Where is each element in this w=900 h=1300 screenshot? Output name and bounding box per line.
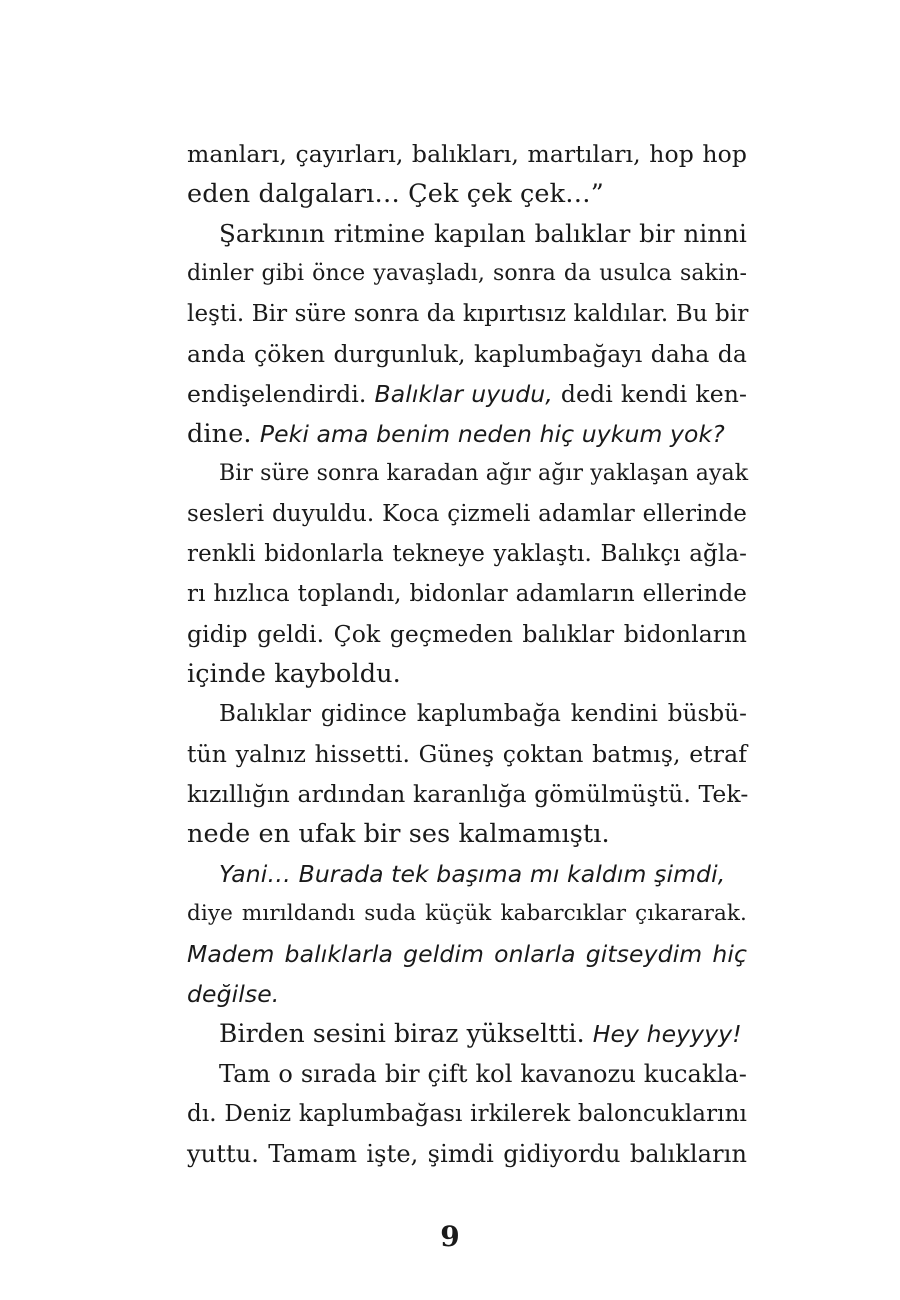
text-line [187, 374, 747, 414]
body-text: gidip geldi. Çok geçmeden balıklar bidonların [187, 620, 747, 648]
text-line [187, 774, 747, 814]
body-text: renkli bidonlarla tekneye yaklaştı. Balıkçı ağla- [187, 541, 747, 567]
paragraph [187, 134, 747, 214]
paragraph [187, 854, 747, 1014]
text-line [187, 214, 747, 254]
italic-text: Hey heyyyy! [592, 1020, 742, 1048]
body-text: Balıklar gidince kaplumbağa kendini büsbü- [219, 701, 747, 727]
body-text: leşti. Bir süre sonra da kıpırtısız kaldılar. Bu bir [187, 301, 749, 327]
text-line [187, 1094, 747, 1134]
paragraph [187, 1014, 747, 1054]
text-line [187, 574, 747, 614]
body-text: endişelendirdi. [187, 380, 375, 408]
body-text: Şarkının ritmine kapılan balıklar bir ninni [219, 219, 747, 248]
body-text: rı hızlıca toplandı, bidonlar adamların ellerinde [187, 581, 747, 607]
text-line [187, 454, 747, 494]
body-text: Bir süre sonra karadan ağır ağır yaklaşan ayak [219, 461, 749, 486]
paragraph [187, 454, 747, 694]
paragraph [187, 1054, 747, 1174]
page-number: 9 [440, 1220, 460, 1253]
body-text: dedi kendi ken- [552, 380, 747, 408]
text-line [187, 854, 747, 894]
text-line [187, 1134, 747, 1174]
text-line [187, 174, 747, 214]
italic-text: değilse. [187, 980, 280, 1008]
text-line [187, 534, 747, 574]
text-line [187, 1054, 747, 1094]
text-line [187, 894, 747, 934]
body-text: anda çöken durgunluk, kaplumbağayı daha da [187, 340, 747, 368]
text-line [187, 694, 747, 734]
body-text: Tam o sırada bir çift kol kavanozu kucakla- [219, 1060, 747, 1088]
text-line [187, 654, 747, 694]
text-line [187, 934, 747, 974]
body-text: diye mırıldandı suda küçük kabarcıklar çıkararak. [187, 901, 747, 926]
text-line [187, 1014, 747, 1054]
italic-text: Madem balıklarla geldim onlarla gitseydim hiç [187, 940, 747, 968]
body-text: eden dalgaları… Çek çek çek…” [187, 179, 604, 209]
body-text: dinler gibi önce yavaşladı, sonra da usulca sakin- [187, 261, 747, 286]
body-text: manları, çayırları, balıkları, martıları, hop hop [187, 140, 747, 168]
text-line [187, 334, 747, 374]
text-line [187, 734, 747, 774]
italic-text: Peki ama benim neden hiç uykum yok? [259, 420, 725, 448]
body-text: kızıllığın ardından karanlığa gömülmüştü. Tek- [187, 780, 749, 808]
text-line [187, 294, 747, 334]
body-text: dı. Deniz kaplumbağası irkilerek baloncuklarını [187, 1101, 747, 1127]
paragraph [187, 214, 747, 454]
text-line [187, 414, 747, 454]
italic-text: Balıklar uyudu, [374, 380, 553, 408]
body-text: dine. [187, 419, 260, 449]
text-line [187, 494, 747, 534]
body-text: sesleri duyuldu. Koca çizmeli adamlar ellerinde [187, 501, 747, 527]
body-text: yuttu. Tamam işte, şimdi gidiyordu balıkların [187, 1140, 747, 1168]
text-line [187, 814, 747, 854]
italic-text: Yani… Burada tek başıma mı kaldım şimdi, [219, 860, 726, 888]
text-line [187, 974, 747, 1014]
text-line [187, 614, 747, 654]
body-text: Birden sesini biraz yükseltti. [219, 1019, 593, 1048]
body-text: nede en ufak bir ses kalmamıştı. [187, 819, 610, 849]
page-body [187, 134, 747, 1174]
text-line [187, 254, 747, 294]
body-text: içinde kayboldu. [187, 659, 401, 689]
body-text: tün yalnız hissetti. Güneş çoktan batmış, etraf [187, 740, 747, 768]
text-line [187, 134, 747, 174]
paragraph [187, 694, 747, 854]
